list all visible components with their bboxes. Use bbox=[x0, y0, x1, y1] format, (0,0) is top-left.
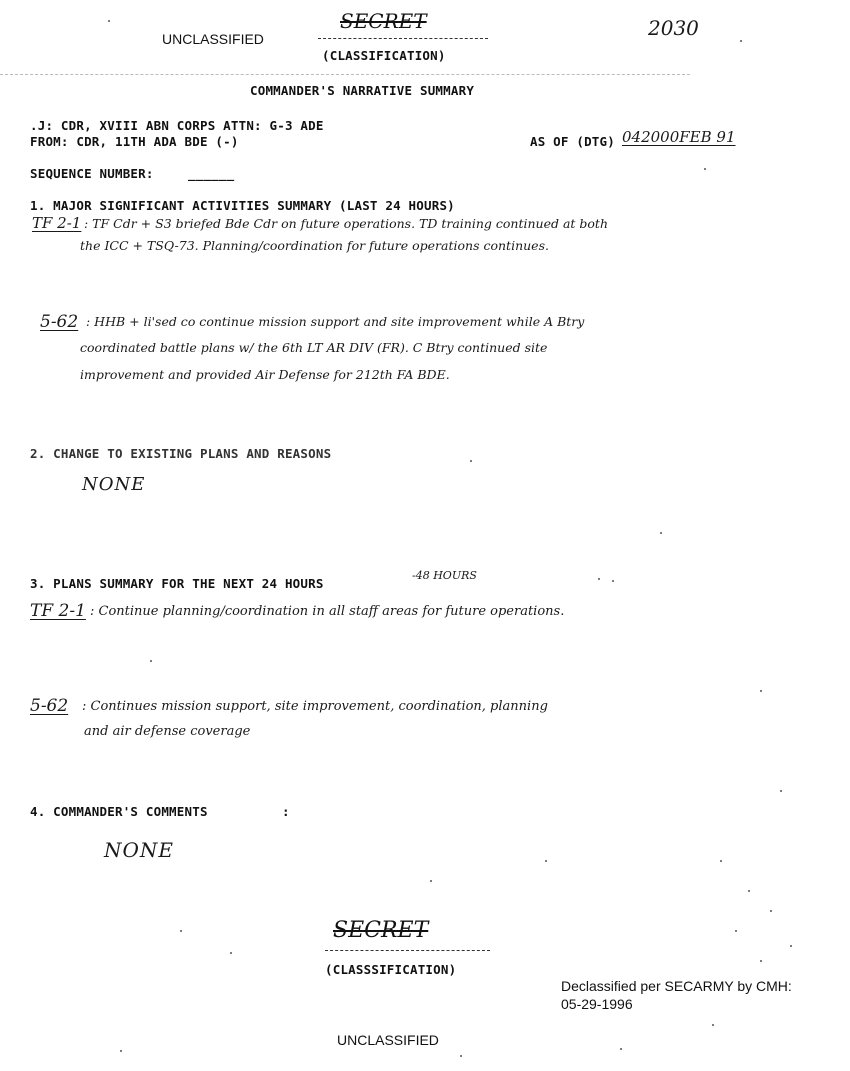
sequence-value: ______ bbox=[188, 166, 235, 181]
classification-rule-top bbox=[318, 38, 488, 39]
s3-entry2-line2: and air defense coverage bbox=[84, 724, 251, 739]
s3-entry1-line1: : Continue planning/coordination in all staff areas for future operations. bbox=[90, 604, 565, 619]
section-1-heading: 1. MAJOR SIGNIFICANT ACTIVITIES SUMMARY (LAST 24 HOURS) bbox=[30, 198, 455, 213]
section-4-heading-colon: : bbox=[282, 804, 290, 819]
section-4-body: NONE bbox=[104, 838, 174, 862]
header-dash-rule bbox=[0, 74, 690, 75]
s1-entry2-unit: 5-62 bbox=[40, 312, 79, 332]
from-line: FROM: CDR, 11TH ADA BDE (-) bbox=[30, 134, 239, 149]
section-3-heading-note: -48 HOURS bbox=[412, 569, 477, 582]
s1-entry2-line1: : HHB + li'sed co continue mission support and site improvement while A Btry bbox=[86, 314, 585, 329]
s1-entry1-unit: TF 2-1 bbox=[32, 214, 82, 232]
s1-entry1-line2: the ICC + TSQ-73. Planning/coordination for future operations continues. bbox=[80, 238, 549, 253]
section-3-heading: 3. PLANS SUMMARY FOR THE NEXT 24 HOURS bbox=[30, 576, 324, 591]
classification-label-bottom: (CLASSSIFICATION) bbox=[325, 962, 457, 977]
s1-entry2-line2: coordinated battle plans w/ the 6th LT AR DIV (FR). C Btry continued site bbox=[80, 340, 548, 355]
page-number: 2030 bbox=[648, 16, 699, 40]
s1-entry1-line1: : TF Cdr + S3 briefed Bde Cdr on future operations. TD training continued at both bbox=[84, 216, 608, 231]
section-2-body: NONE bbox=[82, 474, 146, 495]
struck-classification-bottom: SECRET bbox=[333, 918, 429, 943]
s1-entry2-line3: improvement and provided Air Defense for 212th FA BDE. bbox=[80, 367, 450, 382]
struck-classification-top: SECRET bbox=[340, 9, 427, 33]
as-of-value: 042000FEB 91 bbox=[622, 128, 736, 146]
as-of-label: AS OF (DTG) bbox=[530, 134, 615, 149]
s3-entry2-unit: 5-62 bbox=[30, 696, 69, 716]
s3-entry1-unit: TF 2-1 bbox=[30, 601, 86, 621]
classification-label-top: (CLASSIFICATION) bbox=[322, 48, 446, 63]
sequence-label: SEQUENCE NUMBER: bbox=[30, 166, 154, 181]
declassification-line-1: Declassified per SECARMY by CMH: bbox=[561, 978, 792, 994]
s3-entry2-line1: : Continues mission support, site improvement, coordination, planning bbox=[82, 699, 548, 714]
top-classification-marking: UNCLASSIFIED bbox=[162, 31, 264, 47]
classification-rule-bottom bbox=[325, 950, 490, 951]
section-2-heading: 2. CHANGE TO EXISTING PLANS AND REASONS bbox=[30, 446, 332, 461]
document-title: COMMANDER'S NARRATIVE SUMMARY bbox=[250, 83, 475, 98]
bottom-classification-marking: UNCLASSIFIED bbox=[337, 1032, 439, 1048]
declassification-line-2: 05-29-1996 bbox=[561, 996, 633, 1012]
to-line: .J: CDR, XVIII ABN CORPS ATTN: G-3 ADE bbox=[30, 118, 324, 133]
section-4-heading: 4. COMMANDER'S COMMENTS bbox=[30, 804, 208, 819]
